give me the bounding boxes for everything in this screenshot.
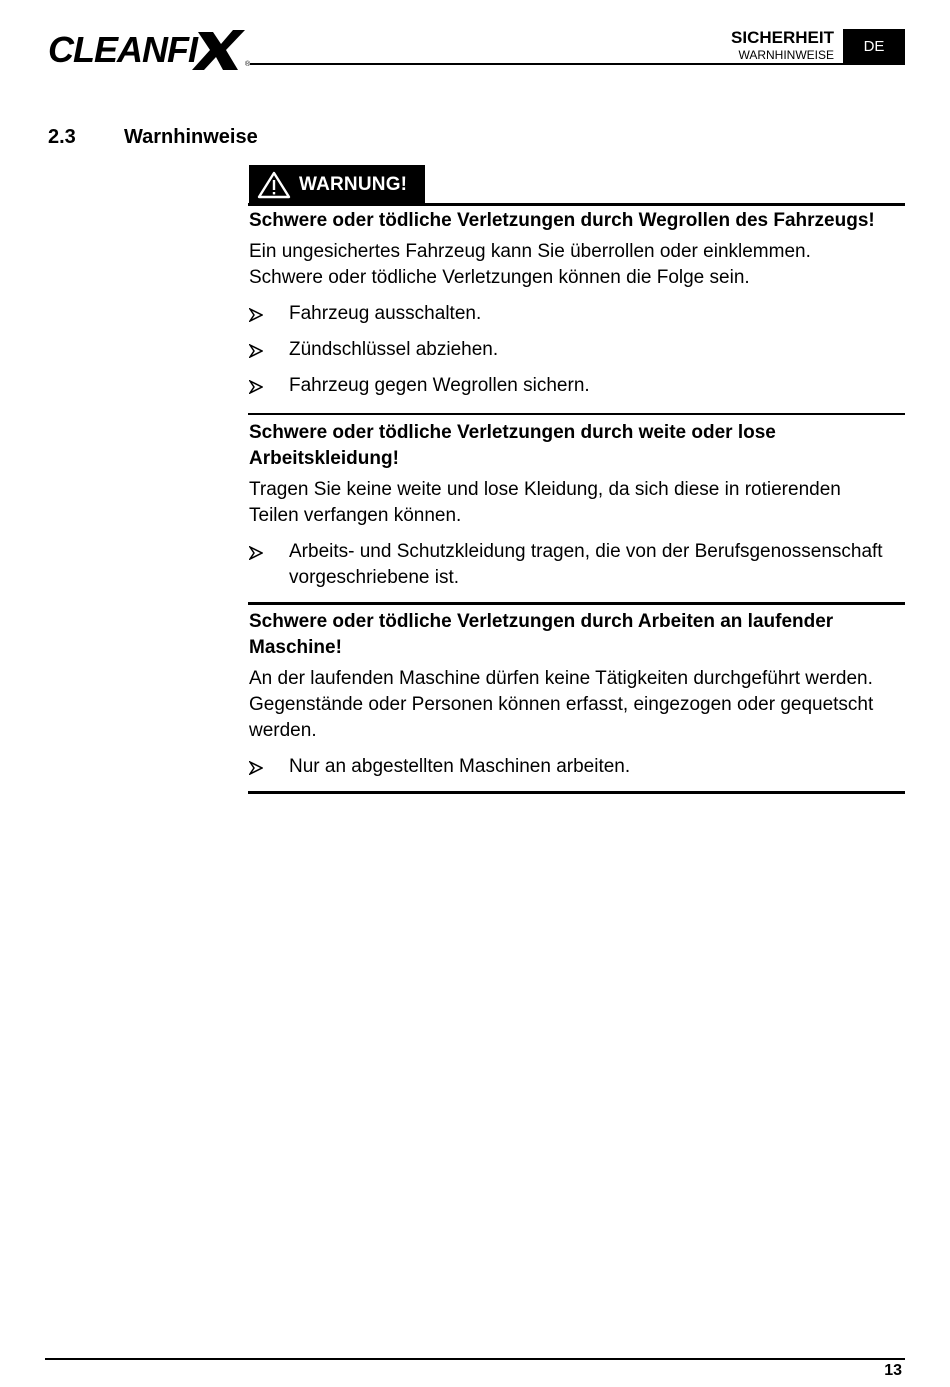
- warning-block-1: [249, 208, 905, 399]
- arrow-bullet-icon: [249, 337, 263, 363]
- warning-badge: [249, 165, 425, 205]
- instruction-step: [249, 337, 905, 363]
- warning-text-line: Ein ungesichertes Fahrzeug kann Sie überrollen oder einklemmen.: [249, 241, 811, 262]
- warning-title-line: Schwere oder tödliche Verletzungen durch weite oder lose: [249, 422, 776, 443]
- warning-title-line: Schwere oder tödliche Verletzungen durch Arbeiten an laufender: [249, 611, 834, 632]
- warning-title-line: Maschine!: [249, 637, 342, 658]
- instruction-step: [249, 301, 905, 327]
- warning-triangle-icon: [257, 171, 291, 199]
- instruction-text-line: vorgeschriebene ist.: [289, 567, 460, 588]
- warning-block-3: [249, 609, 905, 780]
- warning-title-line: Arbeitskleidung!: [249, 448, 399, 469]
- arrow-bullet-icon: [249, 754, 263, 780]
- warning-text-line: Teilen verfangen können.: [249, 505, 462, 526]
- warning-bottom-rule: [248, 791, 905, 794]
- arrow-bullet-icon: [249, 539, 263, 565]
- warning-divider: [248, 602, 905, 605]
- instruction-text: Fahrzeug ausschalten.: [289, 303, 482, 324]
- warning-text-line: werden.: [249, 720, 317, 741]
- warning-text-line: Tragen Sie keine weite und lose Kleidung, da sich diese in rotierenden: [249, 479, 841, 500]
- section-title: Warnhinweise: [124, 126, 258, 148]
- warning-divider: [248, 413, 905, 415]
- page-number: 13: [884, 1362, 902, 1379]
- header-rule: [250, 63, 905, 65]
- section-number: 2.3: [48, 126, 76, 148]
- svg-text:®: ®: [245, 61, 251, 68]
- instruction-text: Fahrzeug gegen Wegrollen sichern.: [289, 375, 590, 396]
- warning-text-line: An der laufenden Maschine dürfen keine Tätigkeiten durchgeführt werden.: [249, 668, 873, 689]
- instruction-text-line: Arbeits- und Schutzkleidung tragen, die von der Berufsgenossenschaft: [289, 541, 883, 562]
- instruction-step: [249, 373, 905, 399]
- warning-label: WARNUNG!: [299, 174, 408, 195]
- footer-rule: [45, 1358, 905, 1360]
- warning-text-line: Gegenstände oder Personen können erfasst, eingezogen oder gequetscht: [249, 694, 874, 715]
- instruction-text: Nur an abgestellten Maschinen arbeiten.: [289, 756, 631, 777]
- header-subsection-title: WARNHINWEISE: [738, 48, 834, 62]
- warning-block-2: [249, 420, 905, 591]
- header-section-title: SICHERHEIT: [731, 28, 834, 47]
- instruction-step: [249, 539, 905, 591]
- svg-text:CLEANFI: CLEANFI: [48, 29, 197, 70]
- cleanfix-logo: [48, 26, 253, 72]
- warning-top-rule: [248, 203, 905, 206]
- warning-text-line: Schwere oder tödliche Verletzungen können die Folge sein.: [249, 267, 750, 288]
- arrow-bullet-icon: [249, 301, 263, 327]
- language-badge: DE: [843, 29, 905, 64]
- arrow-bullet-icon: [249, 373, 263, 399]
- instruction-text: Zündschlüssel abziehen.: [289, 339, 499, 360]
- instruction-step: [249, 754, 905, 780]
- warning-title: Schwere oder tödliche Verletzungen durch Wegrollen des Fahrzeugs!: [249, 210, 875, 231]
